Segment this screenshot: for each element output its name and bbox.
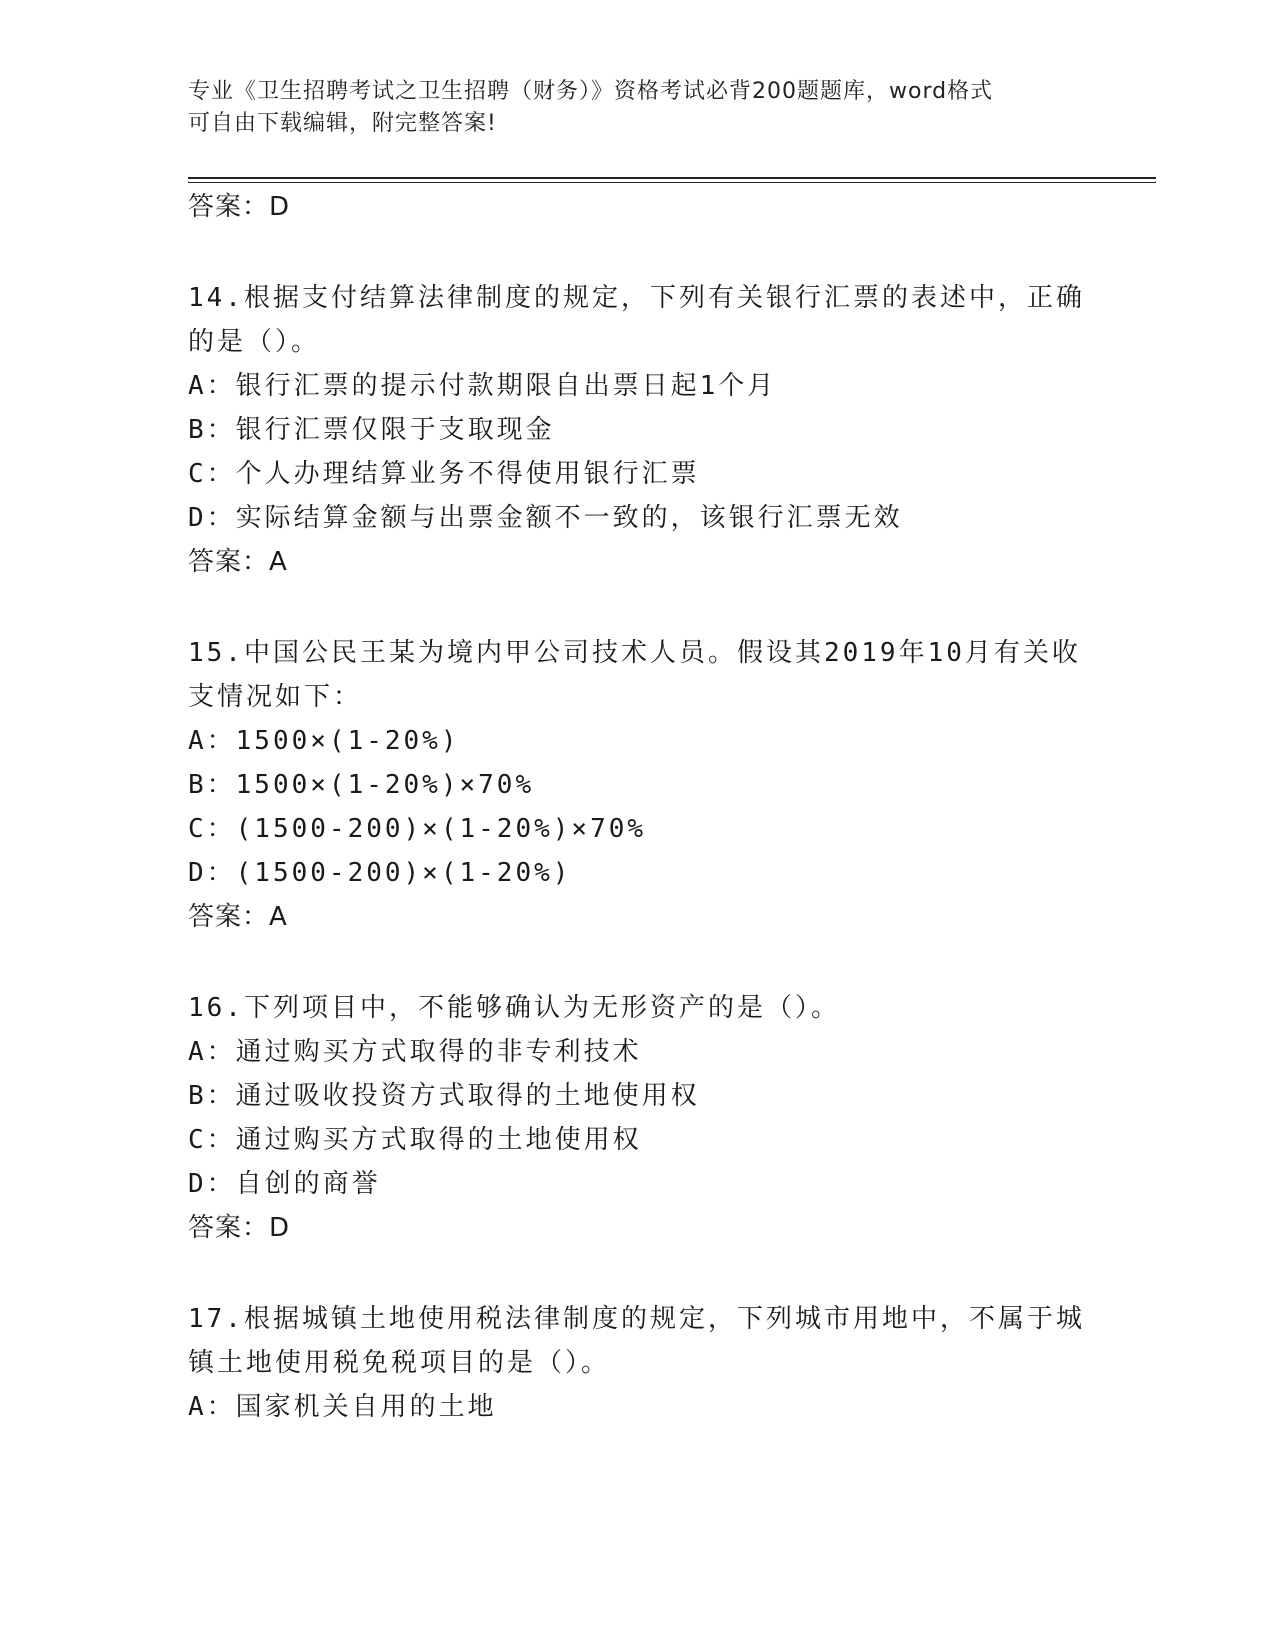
question-17-stem-line-1: 17.根据城镇土地使用税法律制度的规定，下列城市用地中，不属于城 [188, 1304, 1085, 1334]
question-17-stem-line-2: 镇土地使用税免税项目的是（）。 [188, 1348, 611, 1378]
question-14-option-b: B：银行汇票仅限于支取现金 [188, 415, 555, 445]
question-17-option-a: A：国家机关自用的土地 [188, 1392, 497, 1422]
question-14-stem-line-1: 14.根据支付结算法律制度的规定，下列有关银行汇票的表述中，正确 [188, 283, 1085, 313]
question-16-option-d: D：自创的商誉 [188, 1169, 381, 1199]
question-14-option-a: A：银行汇票的提示付款期限自出票日起1个月 [188, 371, 777, 401]
question-15-option-b: B：1500×(1-20%)×70% [188, 770, 535, 800]
question-15-option-a: A：1500×(1-20%) [188, 726, 460, 756]
header-line-2: 可自由下载编辑，附完整答案! [188, 111, 497, 136]
question-16-answer: 答案：D [188, 1213, 291, 1243]
question-14-stem-line-2: 的是（）。 [188, 327, 321, 357]
header-line-1: 专业《卫生招聘考试之卫生招聘（财务）》资格考试必背200题题库，word格式 [188, 79, 994, 104]
header-rule-thick [188, 177, 1156, 179]
question-14-option-d: D：实际结算金额与出票金额不一致的，该银行汇票无效 [188, 503, 903, 533]
question-15-option-d: D：(1500-200)×(1-20%) [188, 858, 572, 888]
question-14-answer: 答案：A [188, 547, 288, 577]
question-15-stem-line-1: 15.中国公民王某为境内甲公司技术人员。假设其2019年10月有关收 [188, 638, 1081, 668]
question-16-option-c: C：通过购买方式取得的土地使用权 [188, 1125, 642, 1155]
question-16-option-b: B：通过吸收投资方式取得的土地使用权 [188, 1081, 700, 1111]
document-header [188, 76, 1088, 140]
question-15-answer: 答案：A [188, 902, 288, 932]
question-16-option-a: A：通过购买方式取得的非专利技术 [188, 1037, 642, 1067]
question-14-option-c: C：个人办理结算业务不得使用银行汇票 [188, 459, 700, 489]
question-15-option-c: C：(1500-200)×(1-20%)×70% [188, 814, 647, 844]
question-15-stem-line-2: 支情况如下： [188, 682, 363, 712]
question-16-stem-line-1: 16.下列项目中，不能够确认为无形资产的是（）。 [188, 993, 840, 1023]
answer-previous: 答案：D [188, 192, 291, 222]
header-rule-thin [188, 182, 1156, 183]
